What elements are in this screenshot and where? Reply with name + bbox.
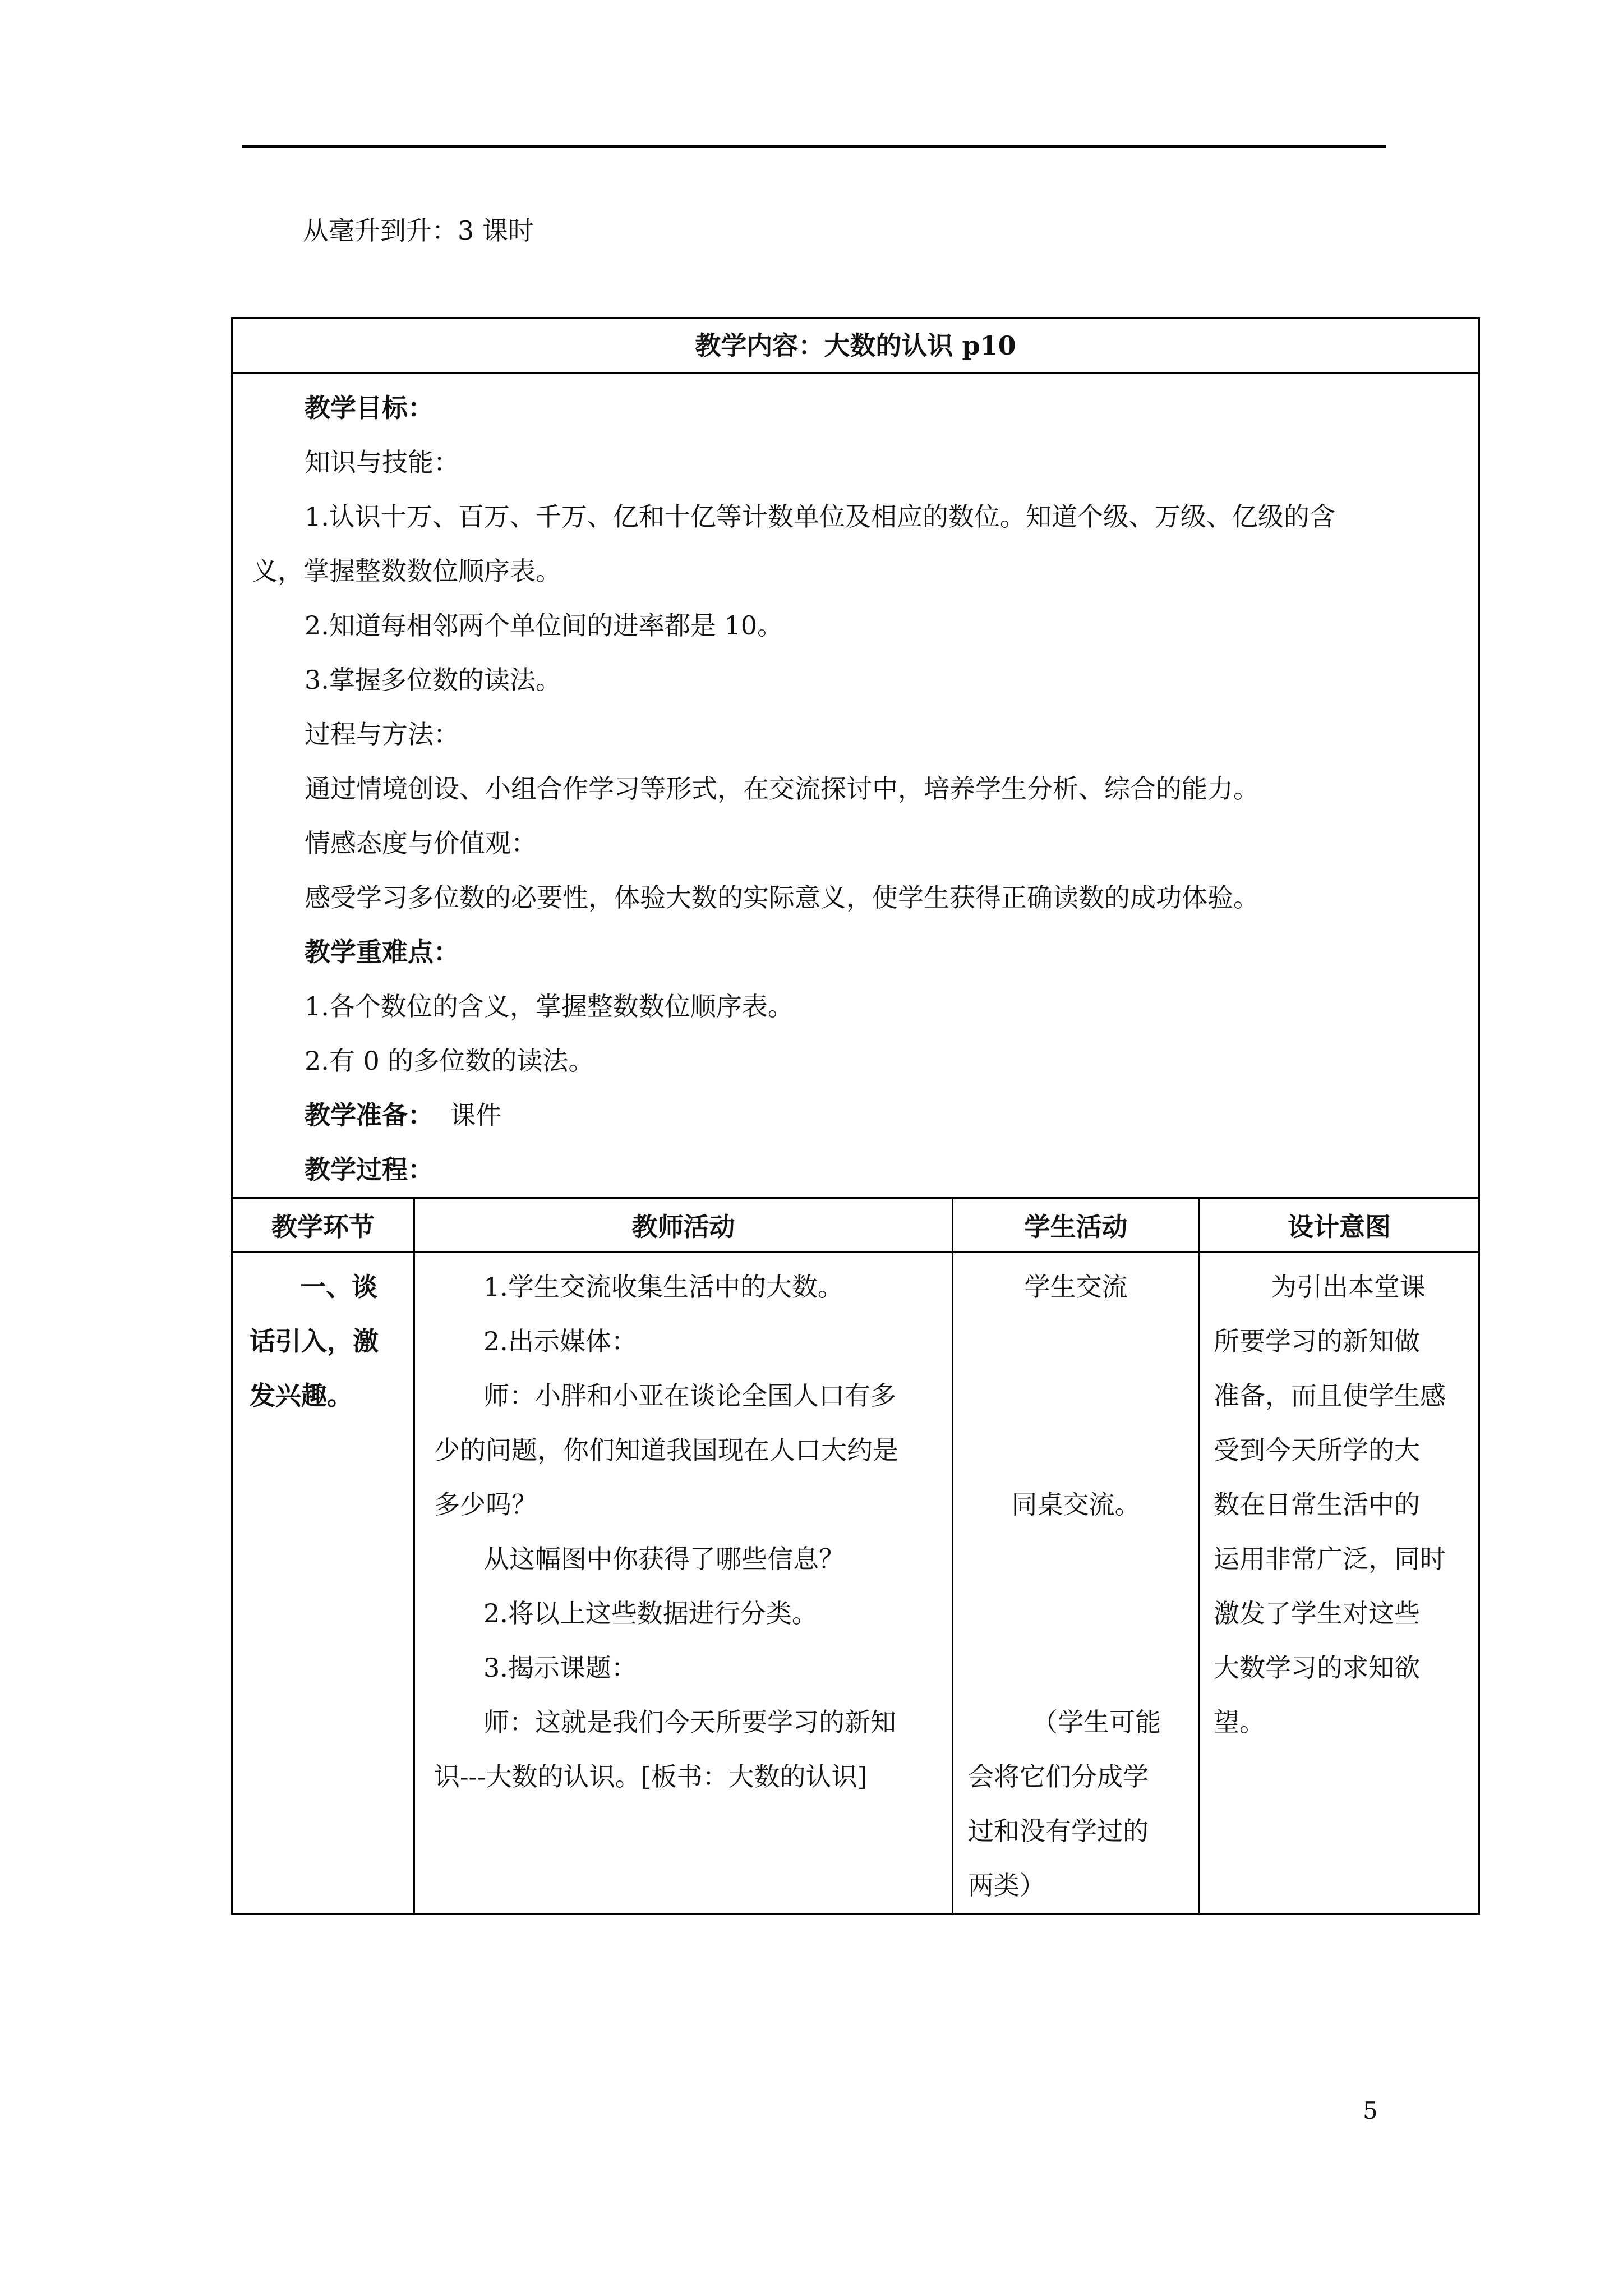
knowledge-label: 知识与技能： [305, 447, 459, 477]
emotion-label: 情感态度与价值观： [305, 828, 537, 858]
teacher-line-4: 少的问题，你们知道我国现在人口大约是 [434, 1435, 898, 1465]
design-line-3: 准备，而且使学生感 [1214, 1381, 1446, 1411]
teacher-line-9: 师：这就是我们今天所要学习的新知 [483, 1707, 896, 1737]
stage-line-3: 发兴趣。 [250, 1381, 353, 1411]
stage-cell [232, 1253, 414, 1914]
goals-section [232, 374, 1479, 1198]
preparation-line [233, 1088, 1478, 1143]
keypoint-1: 1.各个数位的含义，掌握整数数位顺序表。 [305, 991, 794, 1022]
design-line-6: 运用非常广泛，同时 [1214, 1544, 1446, 1574]
design-line-7: 激发了学生对这些 [1214, 1598, 1420, 1628]
teacher-activity-cell [414, 1253, 953, 1914]
preparation-label: 教学准备： [305, 1100, 434, 1130]
design-line-8: 大数学习的求知欲 [1214, 1653, 1420, 1683]
student-line-2: 同桌交流。 [1011, 1489, 1141, 1520]
design-intent-cell [1200, 1253, 1479, 1914]
student-spacer [953, 1586, 1198, 1641]
header-design-intent: 设计意图 [1200, 1198, 1479, 1253]
keypoints-label: 教学重难点： [305, 937, 459, 967]
header-stage: 教学环节 [232, 1198, 414, 1253]
teacher-line-3: 师：小胖和小亚在谈论全国人口有多 [483, 1381, 896, 1411]
header-rule [242, 145, 1386, 148]
student-line-6: 两类） [968, 1870, 1045, 1901]
student-line-1: 学生交流 [1024, 1272, 1128, 1302]
teacher-line-7: 2.将以上这些数据进行分类。 [483, 1598, 818, 1628]
header-row [232, 1198, 1479, 1253]
stage-line-2: 话引入，激 [250, 1326, 379, 1356]
page-number: 5 [1363, 2097, 1378, 2124]
goals-label: 教学目标： [305, 393, 434, 423]
student-spacer [953, 1314, 1198, 1369]
design-line-2: 所要学习的新知做 [1214, 1326, 1420, 1356]
knowledge-item-1-cont: 义，掌握整数数位顺序表。 [252, 556, 561, 586]
teacher-line-6: 从这幅图中你获得了哪些信息？ [483, 1544, 845, 1574]
process-text: 通过情境创设、小组合作学习等形式，在交流探讨中，培养学生分析、综合的能力。 [305, 774, 1259, 804]
design-line-9: 望。 [1214, 1707, 1265, 1737]
student-spacer [953, 1369, 1198, 1423]
design-line-1: 为引出本堂课 [1271, 1272, 1426, 1302]
preparation-value: 课件 [450, 1100, 502, 1130]
keypoint-2: 2.有 0 的多位数的读法。 [305, 1046, 594, 1076]
knowledge-item-2: 2.知道每相邻两个单位间的进率都是 10。 [305, 610, 783, 641]
knowledge-item-1: 1.认识十万、百万、千万、亿和十亿等计数单位及相应的数位。知道个级、万级、亿级的含 [305, 501, 1335, 532]
design-line-4: 受到今天所学的大 [1214, 1435, 1420, 1465]
pre-title: 从毫升到升：3 课时 [303, 215, 534, 246]
teacher-line-10: 识---大数的认识。[板书：大数的认识] [434, 1761, 868, 1792]
stage-line-1: 一、谈 [300, 1272, 377, 1302]
teacher-line-5: 多少吗？ [434, 1489, 537, 1520]
procedure-label: 教学过程： [305, 1154, 434, 1185]
student-spacer [953, 1423, 1198, 1478]
student-activity-cell [953, 1253, 1200, 1914]
teacher-line-2: 2.出示媒体： [483, 1326, 637, 1356]
student-line-4: 会将它们分成学 [968, 1761, 1149, 1792]
table-row [232, 1253, 1479, 1914]
teacher-line-1: 1.学生交流收集生活中的大数。 [483, 1272, 843, 1302]
header-teacher-activity: 教师活动 [414, 1198, 953, 1253]
lesson-plan-table [231, 317, 1480, 1915]
teacher-line-8: 3.揭示课题： [483, 1653, 637, 1683]
title-row [232, 318, 1479, 374]
student-spacer [953, 1532, 1198, 1586]
student-line-5: 过和没有学过的 [968, 1816, 1149, 1846]
goals-row [232, 374, 1479, 1198]
knowledge-item-3: 3.掌握多位数的读法。 [305, 665, 561, 695]
process-label: 过程与方法： [305, 719, 459, 749]
emotion-text: 感受学习多位数的必要性，体验大数的实际意义，使学生获得正确读数的成功体验。 [305, 882, 1259, 913]
header-student-activity: 学生活动 [953, 1198, 1200, 1253]
lesson-title: 教学内容：大数的认识 p10 [232, 318, 1479, 374]
design-line-5: 数在日常生活中的 [1214, 1489, 1420, 1520]
student-spacer [953, 1641, 1198, 1695]
student-line-3: （学生可能 [1032, 1707, 1161, 1737]
